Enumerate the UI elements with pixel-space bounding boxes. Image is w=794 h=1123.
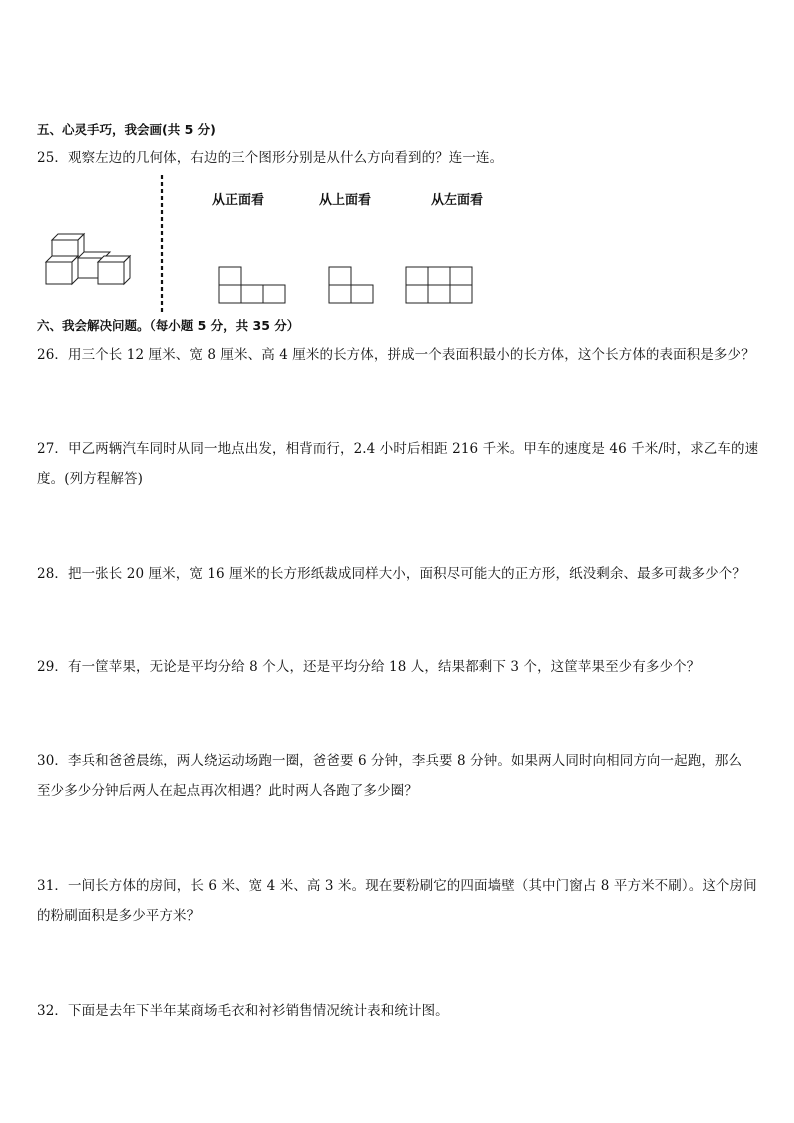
question-27-line-1: 27．甲乙两辆汽车同时从同一地点出发，相背而行，2.4 小时后相距 216 千米。甲车的速度是 46 千米/时，求乙车的速 <box>37 441 759 457</box>
question-31-line-1: 31．一间长方体的房间，长 6 米、宽 4 米、高 3 米。现在要粉刷它的四面墙壁（其中门窗占 8 平方米不刷）。这个房间 <box>37 878 757 894</box>
question-26: 26．用三个长 12 厘米、宽 8 厘米、高 4 厘米的长方体，拼成一个表面积最小的长方体，这个长方体的表面积是多少？ <box>37 347 755 363</box>
question-32: 32．下面是去年下半年某商场毛衣和衬衫销售情况统计表和统计图。 <box>37 1003 449 1019</box>
view-shape-1 <box>218 266 288 304</box>
section-6-title: 六、我会解决问题。（每小题 5 分，共 35 分） <box>37 318 300 333</box>
cube-solid-figure <box>38 228 142 290</box>
question-30-line-2: 至少多少分钟后两人在起点再次相遇？此时两人各跑了多少圈？ <box>37 783 418 799</box>
question-29: 29．有一筐苹果，无论是平均分给 8 个人，还是平均分给 18 人，结果都剩下 3 个，这筐苹果至少有多少个？ <box>37 659 701 675</box>
view-label-left: 从左面看 <box>431 193 484 208</box>
dashed-divider <box>160 175 164 315</box>
view-shape-2 <box>328 266 376 304</box>
view-shape-3 <box>405 266 475 304</box>
question-27-line-2: 度。(列方程解答) <box>37 471 143 487</box>
question-25: 25．观察左边的几何体，右边的三个图形分别是从什么方向看到的？连一连。 <box>37 150 504 166</box>
question-30-line-1: 30．李兵和爸爸晨练，两人绕运动场跑一圈，爸爸要 6 分钟，李兵要 8 分钟。如果两人同时向相同方向一起跑，那么 <box>37 753 743 769</box>
view-label-front: 从正面看 <box>212 193 265 208</box>
section-5-title: 五、心灵手巧，我会画(共 5 分) <box>37 122 216 137</box>
question-28: 28．把一张长 20 厘米，宽 16 厘米的长方形纸裁成同样大小，面积尽可能大的正方形，纸没剩余、最多可裁多少个？ <box>37 566 746 582</box>
question-31-line-2: 的粉刷面积是多少平方米？ <box>37 908 201 924</box>
view-label-top: 从上面看 <box>319 193 372 208</box>
